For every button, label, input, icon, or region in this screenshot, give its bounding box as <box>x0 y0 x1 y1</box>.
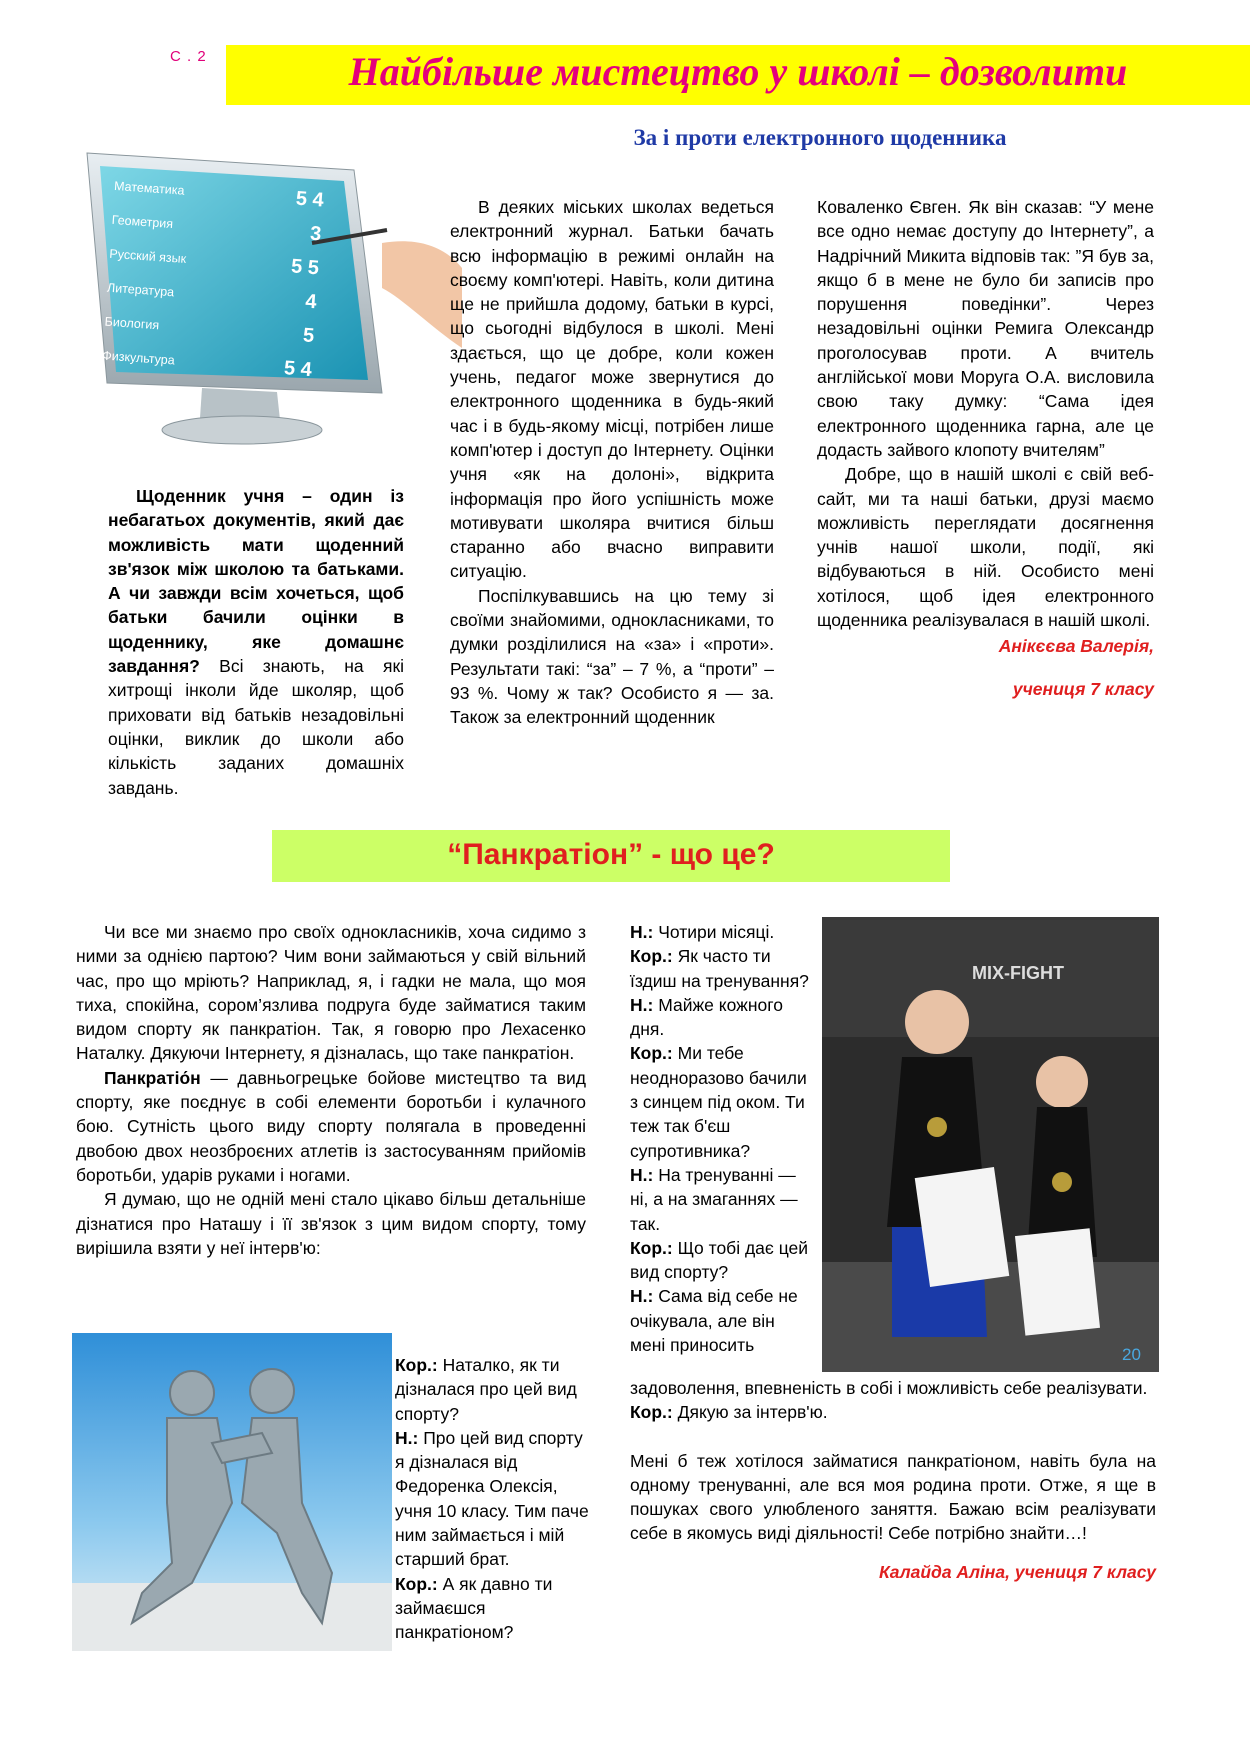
right-paragraph-2: Добре, що в нашій школі є свій веб-сайт, ми та наші батьки, друзі маємо можливість переглядати досягнення учнів нашої школи, події, які відбуваються в ній. Особисто мені хотілося, щоб ідея електронного щоденника реалізувалася в нашій школі. <box>817 464 1154 631</box>
interview-part-a <box>395 1353 595 1645</box>
monitor-subject: Математика <box>113 178 185 198</box>
a2-paragraph-3: Я думаю, що не одній мені стало цікаво більш детальніше дізнатися про Наташу і її зв'язок з цим видом спорту, тому вирішила взяти у неї інтерв'ю: <box>76 1189 586 1258</box>
intro-rest: Всі знають, на які хитрощі інколи йде школяр, щоб приховати від батьків незадовільні оцінки, виклик до школи або кількість заданих домашніх завдань. <box>108 656 404 798</box>
athletes-photo <box>822 917 1159 1372</box>
monitor-subject: Геометрия <box>111 212 174 232</box>
interview-speaker: Кор.: <box>630 1237 673 1258</box>
interview-part-c <box>630 1376 1156 1584</box>
monitor-subject: Биология <box>104 314 160 333</box>
interview-line <box>395 1572 595 1645</box>
page-number: С . 2 <box>170 48 207 65</box>
interview-text: Сама від себе не очікувала, але він мені приносить <box>630 1286 798 1356</box>
interview-speaker: Н.: <box>395 1427 419 1448</box>
monitor-subject: Русский язык <box>108 246 187 267</box>
interview-speaker: Кор.: <box>395 1573 438 1594</box>
interview-speaker: Кор.: <box>630 1043 673 1064</box>
interview-line <box>395 1426 595 1572</box>
interview-line <box>395 1353 595 1426</box>
banner-title: Найбільше мистецтво у школі – дозволити <box>348 49 1128 94</box>
interview-text: Як часто ти їздиш на тренування? <box>630 946 809 991</box>
right-paragraph-1: Коваленко Євген. Як він сказав: “У мене все одно немає доступу до Інтернету”, а Надрічний Микита відповів так: ”Я був за, якщо б в мене не було би записів про порушення поведінки”. Через незадовільні оцінки Ремига Олександр проголосував проти. А вчитель англійської мови Моруга О.А. висловила свою таку думку: “Сама ідея електронного щоденника гарна, але це додасть зайвого клопоту вчителям” <box>817 197 1154 460</box>
mid-paragraph-1: В деяких міських школах ведеться електронний журнал. Батьки бачать всю інформацію в режимі онлайн на своєму комп'ютері. Навіть, коли дитина ще не прийшла додому, батьки в курсі, що сьогодні відбулося в школі. Мені здається, що це добре, коли кожен учень, педагог може звернутися до електронного щоденника в будь-який час і в будь-якому місці, потрібен лише комп'ютер і доступ до Інтернету. Оцінки учня «як на долоні», відкрита інформація про його успішність може мотивувати школяра вчитися більш старанно або вчасно виправити ситуацію. <box>450 197 774 582</box>
monitor-grade: 3 <box>309 222 323 246</box>
interview-part-b <box>630 920 810 1357</box>
interview-c-text: задоволення, впевненість в собі і можливість себе реалізувати. <box>630 1378 1148 1398</box>
monitor-grade: 5 4 <box>283 357 313 382</box>
article1-column-right <box>817 195 1154 701</box>
closing-paragraph: Мені б теж хотілося займатися панкратіоном, навіть була на одному тренуванні, але вся моя родина проти. Отже, я ще в пошуках свого улюбленого заняття. Бажаю всім реалізувати себе в якомусь виді діяльності! Себе потрібно знайти…! <box>630 1450 1156 1544</box>
article2-column-left <box>76 920 586 1260</box>
interview-line <box>630 1163 810 1236</box>
photo-banner-text: MIX-FIGHT <box>972 963 1064 983</box>
interview-text: Майже кожного дня. <box>630 994 783 1040</box>
interview-c-speaker: Кор.: <box>630 1402 673 1423</box>
monitor-grade: 5 4 <box>295 187 325 212</box>
interview-speaker: Н.: <box>630 922 654 942</box>
mid-paragraph-2: Поспілкувавшись на цю тему зі своїми знайомими, однокласниками, то думки розділилися на «за» і «проти». Результати такі: “за” – 7 %, а “проти” – 93 %. Чому ж так? Особисто я — за. Також за електронний щоденник <box>450 585 774 728</box>
interview-line <box>630 920 810 944</box>
pankration-statue-image <box>72 1333 392 1651</box>
monitor-subject: Физкультура <box>101 348 176 368</box>
intro-bold: Щоденник учня – один із небагатьох документів, який дає можливість мати щоденний зв'язок між школою та батьками. А чи завжди всім хочеться, щоб батьки бачили оцінки в щоденнику, яке домашнє завдання? <box>108 486 404 677</box>
interview-line <box>630 944 810 993</box>
a2-term: Панкратіо́н <box>104 1067 201 1088</box>
article1-title: За і проти електронного щоденника <box>633 125 1007 150</box>
monitor-subject: Литература <box>106 280 175 300</box>
interview-c-end: Дякую за інтерв'ю. <box>672 1402 828 1423</box>
interview-text: А як давно ти займаєшся панкратіоном? <box>395 1573 553 1643</box>
article1-column-middle <box>450 195 774 730</box>
interview-line <box>630 993 810 1042</box>
interview-text: Про цей вид спорту я дізналася від Федоренка Олексія, учня 10 класу. Тим паче ним займається і мій старший брат. <box>395 1427 589 1570</box>
article1-intro <box>108 484 404 800</box>
interview-speaker: Н.: <box>630 994 654 1015</box>
article2-title: “Панкратіон” - що це? <box>447 838 775 871</box>
interview-text: Ми тебе неодноразово бачили з синцем під оком. Ти теж так б'єш супротивника? <box>630 1043 807 1161</box>
interview-speaker: Н.: <box>630 1286 654 1307</box>
interview-speaker: Кор.: <box>395 1355 438 1375</box>
monitor-grade: 5 <box>302 324 315 348</box>
a2-paragraph-1: Чи все ми знаємо про своїх однокласників, хоча сидимо з ними за однією партою? Чим вони займаються у свій вільний час, про що мріють? Наприклад, я, і гадки не мала, що моя тиха, спокійна, сором’язлива подруга буде займатися таким видом спорту як панкратіон. Так, я говорю про Лехасенко Наталку. Дякуючи Інтернету, я дізналась, що таке панкратіон. <box>76 922 586 1064</box>
interview-speaker: Н.: <box>630 1164 654 1185</box>
interview-line <box>630 1041 810 1162</box>
article2-author: Калайда Аліна, учениця 7 класу <box>879 1561 1156 1582</box>
interview-text: Чотири місяці. <box>653 922 775 942</box>
monitor-grade: 4 <box>304 290 318 314</box>
a2-definition: — давньогрецьке бойове мистецтво та вид спорту, яке поєднує в собі елементи боротьби і кулачного бою. Сутність цього виду спорту полягала в проведенні двобою двох неозброєних атлетів із застосуванням прийомів боротьби, ударів руками і ногами. <box>76 1067 586 1185</box>
article1-author: Анікєєва Валерія, <box>998 636 1154 657</box>
article1-author-class: учениця 7 класу <box>1012 678 1154 699</box>
interview-speaker: Кор.: <box>630 946 673 967</box>
interview-text: Що тобі дає цей вид спорту? <box>630 1237 809 1283</box>
monitor-grade: 5 5 <box>290 255 320 280</box>
interview-text: Наталко, як ти дізналася про цей вид спорту? <box>395 1355 577 1424</box>
interview-line <box>630 1284 810 1357</box>
interview-text: На тренуванні — ні, а на змаганнях — так. <box>630 1164 798 1234</box>
interview-line <box>630 1236 810 1285</box>
photo-year: 20 <box>1122 1345 1141 1364</box>
